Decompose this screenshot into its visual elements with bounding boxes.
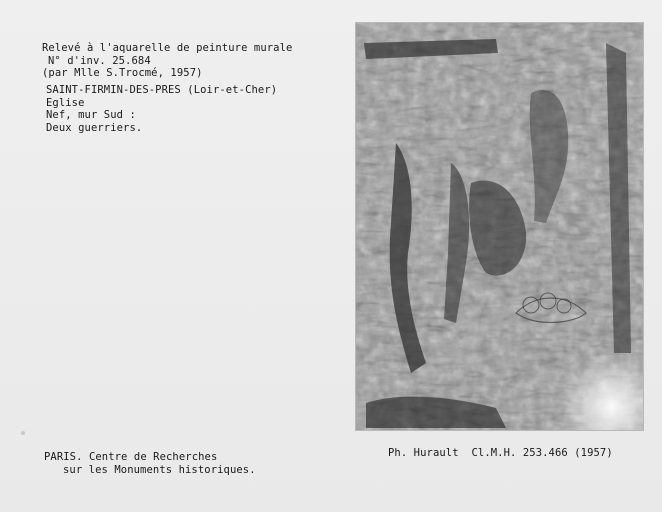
institution-line-2: sur les Monuments historiques. xyxy=(63,463,256,476)
caption-title: Relevé à l'aquarelle de peinture murale xyxy=(42,42,293,54)
caption-author: (par Mlle S.Trocmé, 1957) xyxy=(42,67,203,79)
mural-image xyxy=(356,23,643,430)
photo-credit: Ph. Hurault Cl.M.H. 253.466 (1957) xyxy=(388,447,613,459)
institution-block xyxy=(44,451,256,476)
institution-line-1: PARIS. Centre de Recherches xyxy=(44,451,218,463)
mural-photograph xyxy=(355,22,644,431)
inventory-number: N° d'inv. 25.684 xyxy=(48,54,151,67)
location-block xyxy=(46,84,277,134)
location-building: Eglise xyxy=(46,96,85,109)
location-place: SAINT-FIRMIN-DES-PRES (Loir-et-Cher) xyxy=(46,84,278,96)
caption-block xyxy=(42,42,292,80)
overexposed-area xyxy=(486,273,643,430)
location-subject: Deux guerriers. xyxy=(46,121,143,134)
margin-dot xyxy=(21,431,25,435)
location-wall: Nef, mur Sud : xyxy=(46,109,136,121)
